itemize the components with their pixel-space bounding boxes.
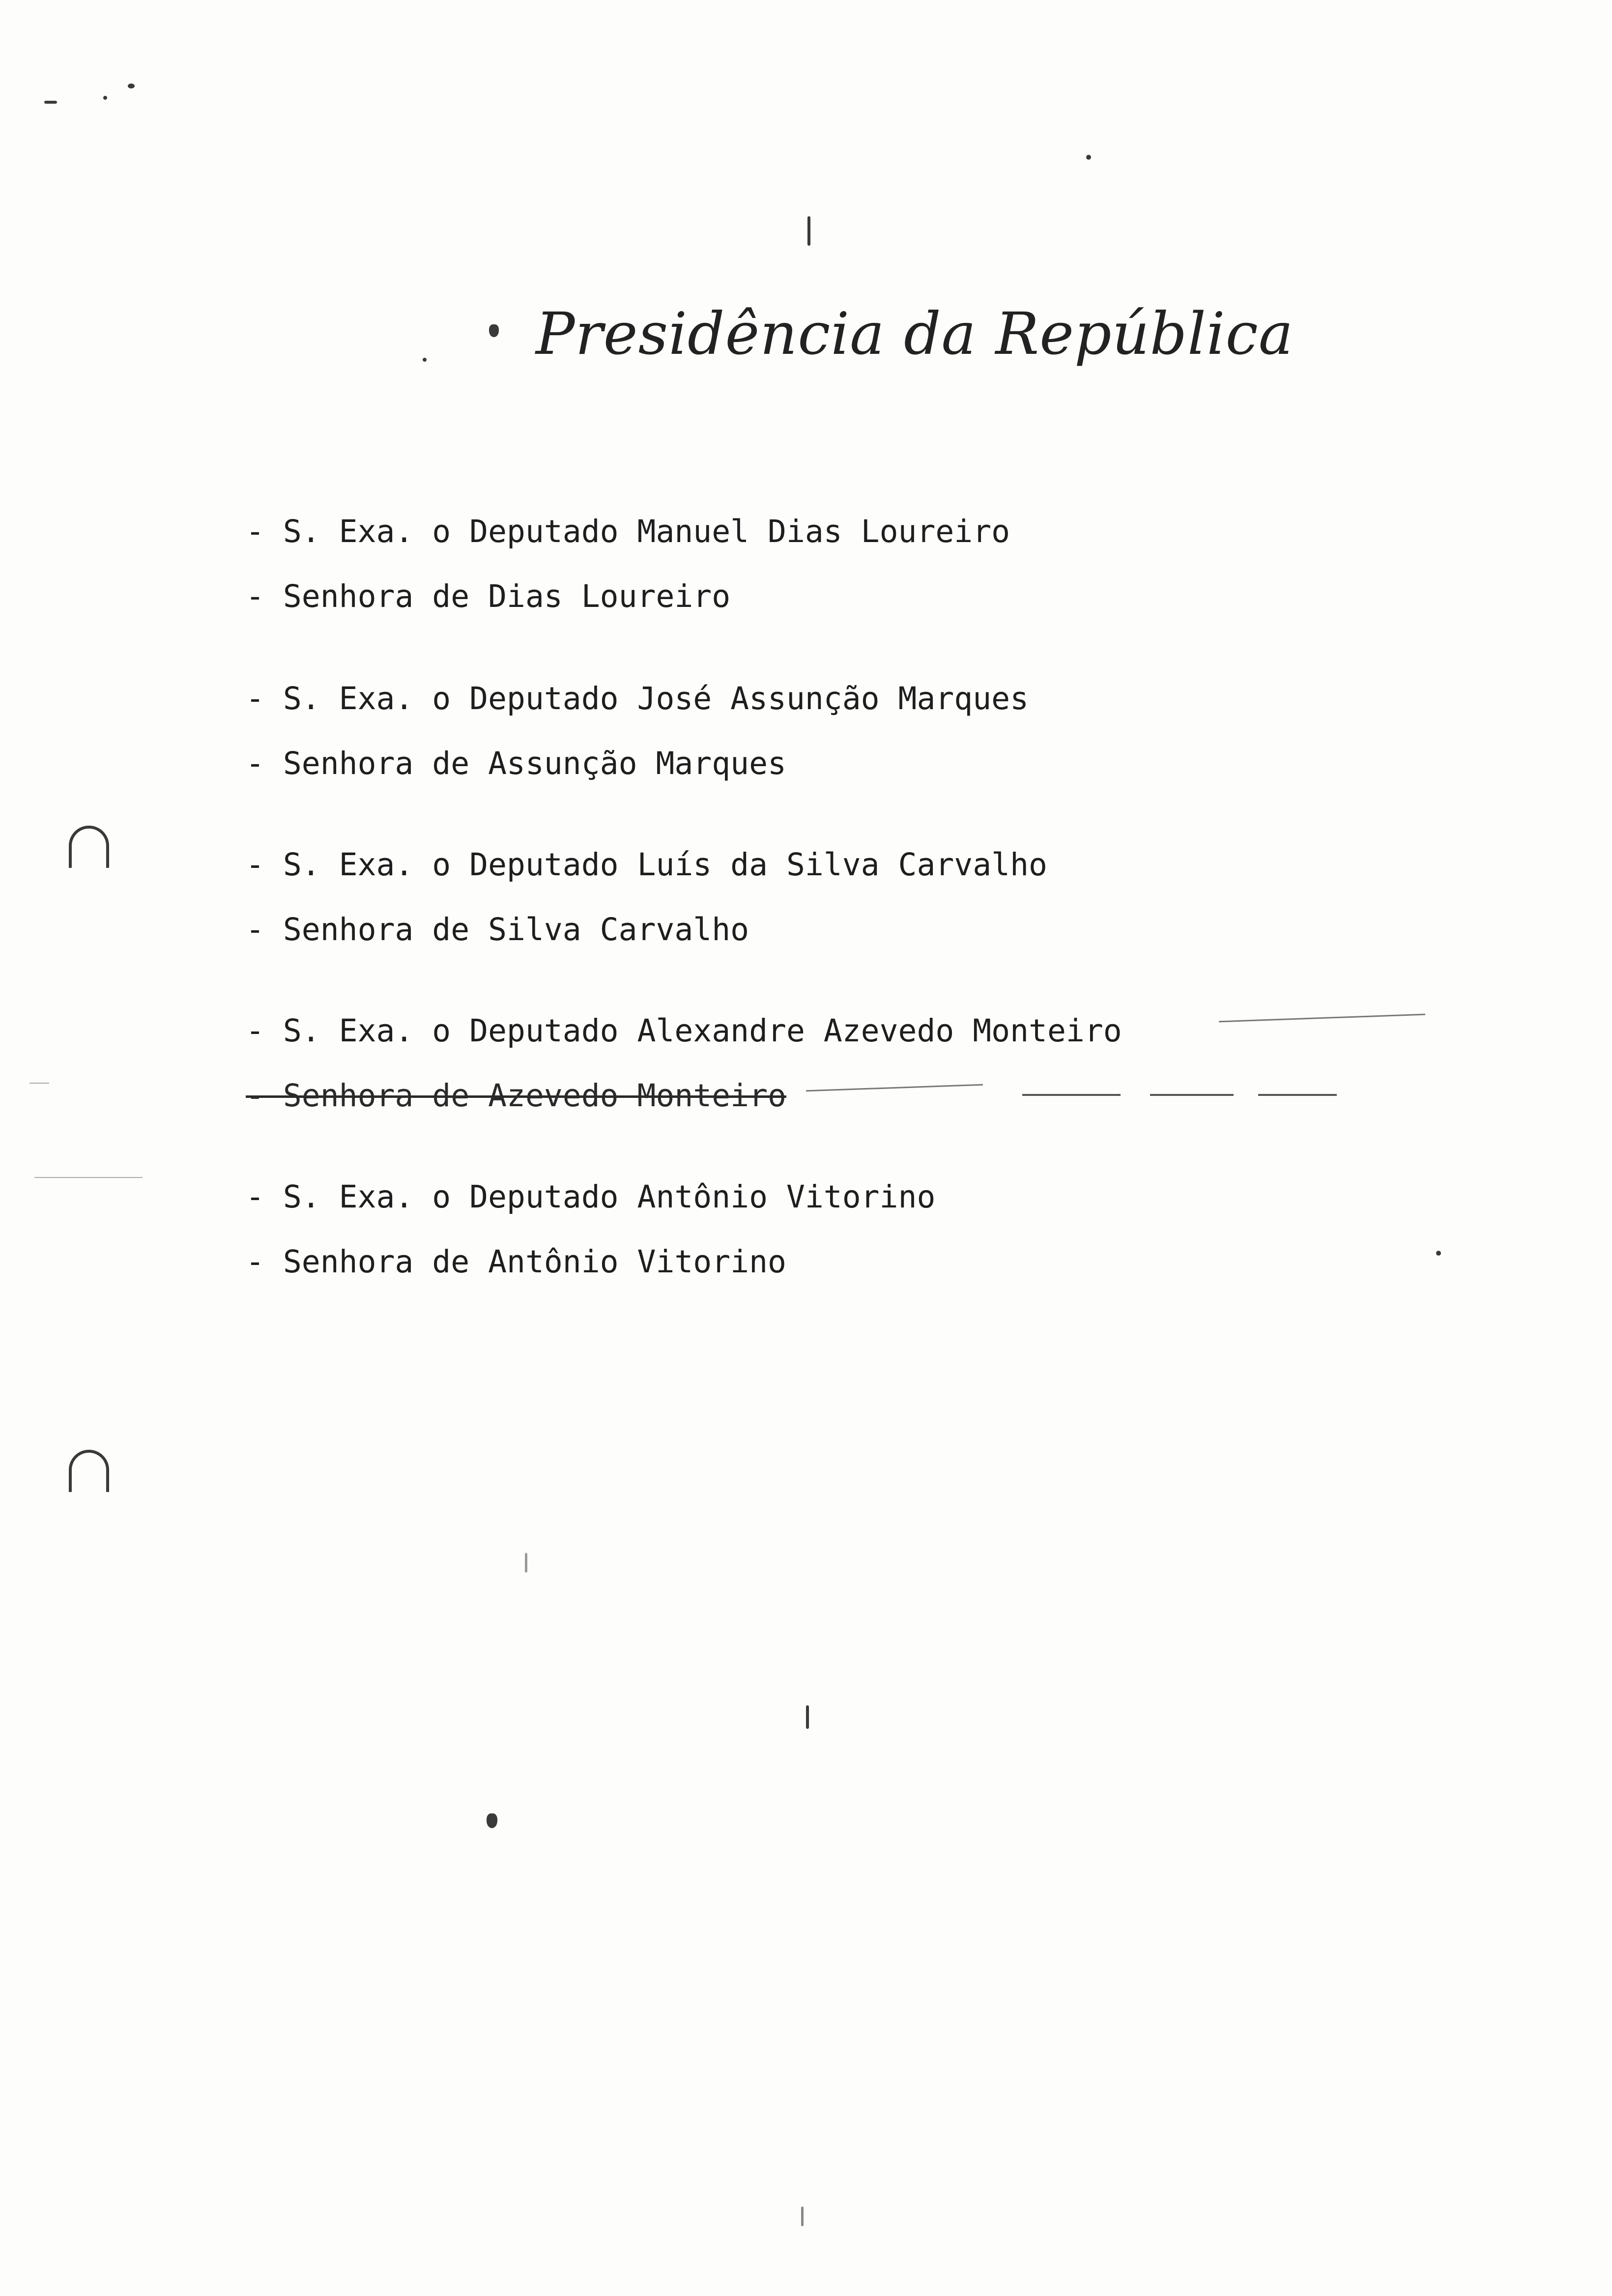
scan-speck xyxy=(525,1553,527,1573)
guest-line: - Senhora de Silva Carvalho xyxy=(246,912,749,947)
scan-speck xyxy=(423,358,427,362)
scan-speck xyxy=(489,324,499,337)
guest-line: - S. Exa. o Deputado Manuel Dias Loureiro xyxy=(246,514,1010,549)
guest-line: - Senhora de Antônio Vitorino xyxy=(246,1244,786,1280)
scan-speck xyxy=(1436,1251,1441,1256)
margin-dash xyxy=(34,1177,143,1178)
strike-through-line xyxy=(1258,1094,1337,1096)
scan-speck xyxy=(103,96,107,100)
scan-speck xyxy=(806,1705,809,1729)
letterhead-title: Presidência da República xyxy=(536,300,1294,368)
binder-hole-mark xyxy=(69,1450,109,1492)
guest-line-struck: - Senhora de Azevedo Monteiro xyxy=(246,1078,786,1114)
scan-speck xyxy=(128,84,135,88)
scan-speck xyxy=(807,216,810,246)
guest-line: - S. Exa. o Deputado Luís da Silva Carvalho xyxy=(246,847,1047,883)
margin-dash xyxy=(29,1083,49,1084)
binder-hole-mark xyxy=(69,826,109,868)
guest-line: - Senhora de Assunção Marques xyxy=(246,746,786,781)
scan-speck xyxy=(487,1813,497,1828)
scan-speck xyxy=(1086,155,1091,160)
guest-line: - Senhora de Dias Loureiro xyxy=(246,578,731,614)
guest-line: - S. Exa. o Deputado Antônio Vitorino xyxy=(246,1179,936,1215)
strike-through-line xyxy=(1150,1094,1234,1096)
handwritten-scribble xyxy=(1219,1014,1425,1023)
handwritten-scribble xyxy=(806,1084,983,1092)
strike-through-line xyxy=(1022,1094,1121,1096)
scan-speck xyxy=(801,2207,804,2226)
guest-line: - S. Exa. o Deputado Alexandre Azevedo Monteiro xyxy=(246,1013,1122,1049)
scan-speck xyxy=(44,101,57,104)
guest-line: - S. Exa. o Deputado José Assunção Marques xyxy=(246,681,1029,717)
